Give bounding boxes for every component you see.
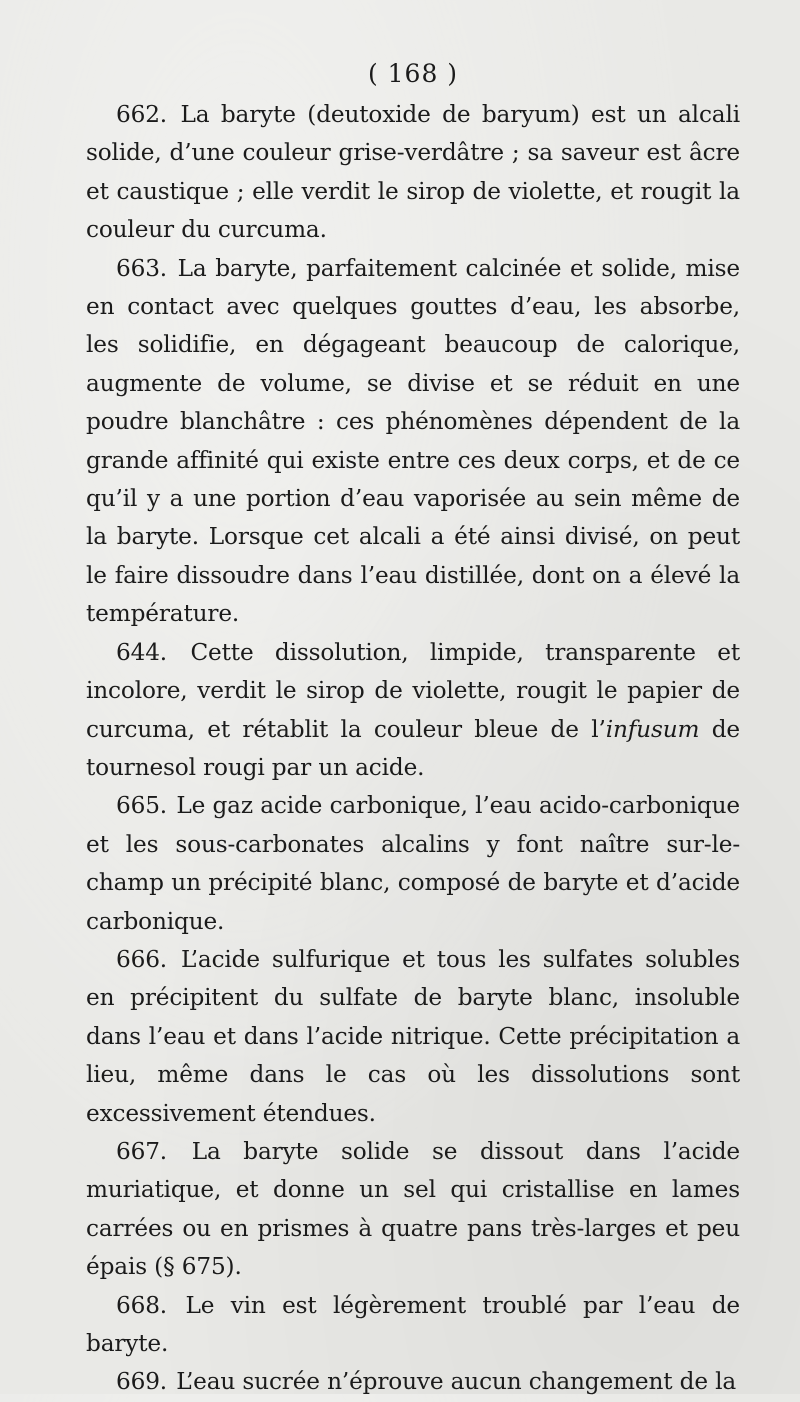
paragraph-text: Le gaz acide carbonique, l’eau acido-carbonique et les sous-carbonates alcalins y font naître sur-le-champ un précipité blanc, composé de baryte et d’acide carbonique. bbox=[86, 792, 740, 935]
paragraph-number: 669. bbox=[116, 1368, 168, 1396]
paragraph-italic-term: infusum bbox=[605, 715, 700, 743]
paragraph-644 bbox=[86, 634, 740, 788]
paragraph-text: L’eau sucrée n’éprouve aucun changement de la bbox=[176, 1368, 737, 1396]
paragraph-number: 663. bbox=[116, 254, 168, 282]
paragraph-number: 644. bbox=[116, 638, 168, 666]
paragraph-662 bbox=[86, 96, 740, 250]
paragraph-number: 666. bbox=[116, 945, 168, 973]
paragraph-number: 665. bbox=[116, 792, 168, 820]
book-page bbox=[86, 52, 740, 1402]
page-number: ( 168 ) bbox=[367, 59, 459, 88]
paragraph-667 bbox=[86, 1133, 740, 1287]
paragraph-text: La baryte solide se dissout dans l’acide muriatique, et donne un sel qui cristallise en lames carrées ou en prismes à quatre pans très-larges et peu épais (§ 675). bbox=[86, 1137, 740, 1281]
paragraph-number: 668. bbox=[116, 1291, 168, 1319]
paragraph-668 bbox=[86, 1287, 740, 1364]
paragraph-number: 662. bbox=[116, 101, 168, 128]
paragraph-665 bbox=[86, 787, 740, 941]
paragraph-text: La baryte, parfaitement calcinée et solide, mise en contact avec quelques gouttes d’eau, les absorbe, les solidifie, en dégageant beaucoup de calorique, augmente de volume, se divise et se réduit en une poudre blanchâtre : ces phénomènes dépendent de la grande affinité qui existe entre ces deux corps, et de ce qu’il y a une portion d’eau vaporisée au sein même de la baryte. Lorsque cet alcali a été ainsi divisé, on peut le faire dissoudre dans l’eau distillée, dont on a élevé la température. bbox=[86, 254, 740, 628]
paragraph-text: La baryte (deutoxide de baryum) est un alcali solide, d’une couleur grise-verdâtre ; sa saveur est âcre et caustique ; elle verdit le sirop de violette, et rougit la couleur du curcuma. bbox=[86, 101, 740, 244]
paragraph-663 bbox=[86, 250, 740, 634]
paragraph-number: 667. bbox=[116, 1137, 168, 1165]
paragraph-text: Le vin est légèrement troublé par l’eau de baryte. bbox=[86, 1291, 740, 1357]
paragraph-text-after: de tournesol rougi par un acide. bbox=[86, 715, 740, 781]
paragraph-666 bbox=[86, 941, 740, 1133]
paragraph-text: L’acide sulfurique et tous les sulfates solubles en précipitent du sulfate de baryte blanc, insoluble dans l’eau et dans l’acide nitrique. Cette précipitation a lieu, même dans le cas où les dissolutions sont excessivement étendues. bbox=[86, 945, 740, 1127]
paragraph-text-before: Cette dissolution, limpide, transparente et incolore, verdit le sirop de violette, rougit le papier de curcuma, et rétablit la couleur bleue de l’ bbox=[86, 638, 740, 743]
paragraph-669 bbox=[86, 1363, 740, 1401]
